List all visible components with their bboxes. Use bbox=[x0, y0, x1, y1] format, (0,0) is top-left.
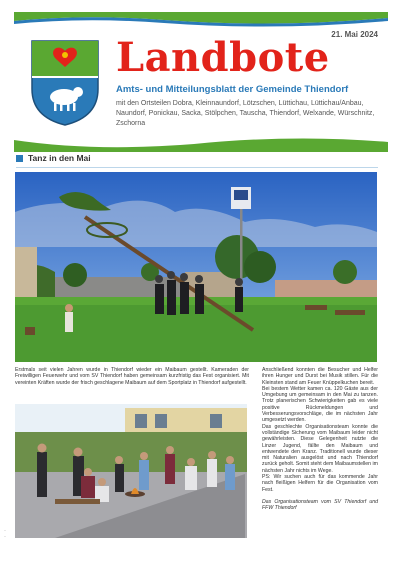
header-wave-bottom bbox=[14, 136, 388, 152]
photo-guests bbox=[15, 404, 247, 538]
margin-marks: · · bbox=[4, 528, 6, 540]
masthead bbox=[14, 12, 388, 152]
article-paragraph: Anschließend konnten die Besucher und Helfer ihren Hunger und Durst bei Musik stillen. Für die Kleinsten stand am Feuer Knüppelkuchen bereit. bbox=[262, 367, 378, 386]
article-intro-text: Erstmals seit vielen Jahren wurde in Thiendorf wieder ein Maibaum gestellt. Kameraden der Freiwilligen Feuerwehr und vom SV Thiendorf haben gemeinsam kurzfristig das Fest organisiert. Mit vereinten Kräften wurde der frisch geschlagene Maibaum auf dem Sportplatz in Thiendorf aufgestellt. bbox=[15, 367, 249, 386]
article-paragraph: Das geschlechte Organisationsteam konnte die vollständige Sicherung vom Maibaum leider nicht gewährleisten. Diese Gelegenheit nutzte die Linzer Jugend, fällte den Maibaum und entwendete den Kranz. Traditionell wurde dieser mit Naturalien ausgelöst und nach Thiendorf zurück geholt. Somit steht dem Maibaumstellen im nächsten Jahr nichts im Wege. bbox=[262, 423, 378, 474]
section-divider bbox=[16, 167, 378, 168]
header-wave-top bbox=[14, 12, 388, 28]
coat-of-arms-logo bbox=[30, 39, 100, 127]
districts-list: mit den Ortsteilen Dobra, Kleinnaundorf, Lötzschen, Lüttichau, Lüttichau/Anbau, Naundorf, Ponickau, Sacka, Stölpchen, Tauscha, Thiendorf, Welxande, Würschnitz, Zschorna bbox=[116, 100, 375, 127]
newspaper-subtitle: Amts- und Mitteilungsblatt der Gemeinde Thiendorf bbox=[116, 84, 349, 95]
article-column-right bbox=[262, 367, 378, 512]
section-heading bbox=[16, 152, 91, 164]
article-paragraph: PS: Wir suchen auch für das kommende Jahr nach fleißigen Helfern für die Organisation vom Fest. bbox=[262, 474, 378, 493]
photo-maypole bbox=[15, 172, 377, 362]
section-marker-icon bbox=[16, 155, 23, 162]
newspaper-title: Landbote bbox=[116, 34, 330, 81]
section-title: Tanz in den Mai bbox=[28, 153, 91, 163]
article-signature: Das Organisationsteam vom SV Thiendorf und FFW Thiendorf bbox=[262, 498, 378, 512]
article-paragraph: Bei bestem Wetter kamen ca. 120 Gäste aus der Umgebung um gemeinsam in den Mai zu tanzen. Trotz planerischen Schwierigkeiten gab es viele positive Rückmeldungen und Verbesserungsvorschläge, die im nächsten Jahr umgesetzt werden. bbox=[262, 385, 378, 424]
issue-date: 21. Mai 2024 bbox=[331, 30, 378, 39]
